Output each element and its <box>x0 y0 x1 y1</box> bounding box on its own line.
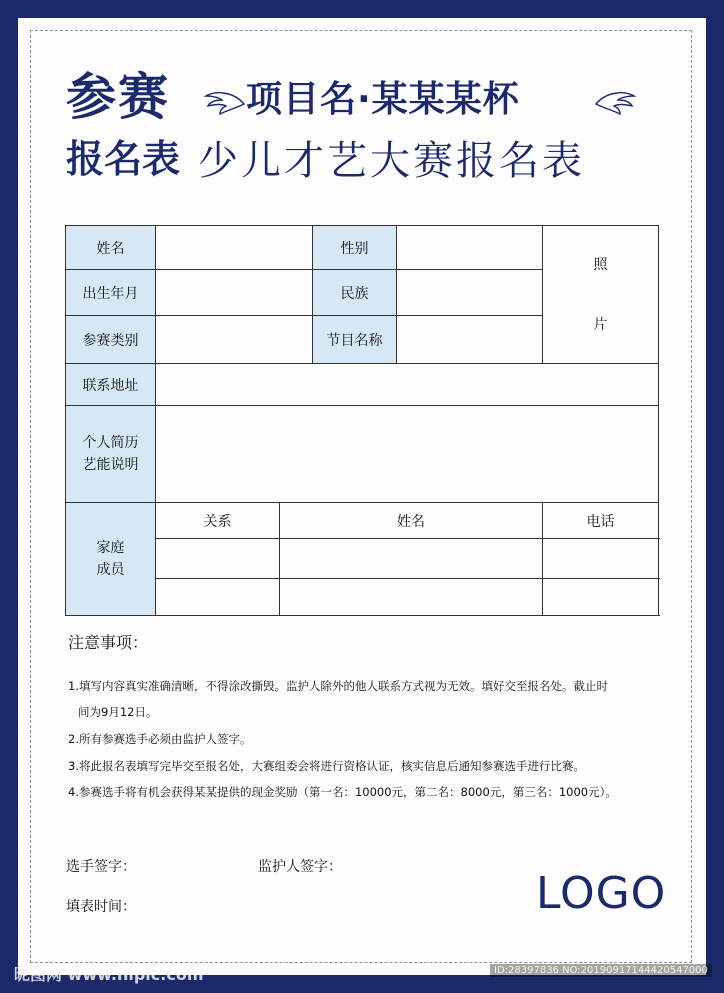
guardian-signature-label: 监护人签字： <box>258 859 342 875</box>
family-name-field[interactable] <box>280 579 543 616</box>
note-item-3: 3.将此报名表填写完毕交至报名处，大赛组委会将进行资格认证，核实信息后通知参赛选手进行比赛。 <box>68 759 585 773</box>
notes-title: 注意事项： <box>68 633 149 652</box>
address-field[interactable] <box>156 364 659 406</box>
photo-label-line1: 照 <box>593 256 608 273</box>
resume-label-line1: 个人简历 <box>82 435 139 451</box>
date-label: 填表时间： <box>66 899 136 915</box>
subtitle: 少儿才艺大赛报名表 <box>198 138 585 184</box>
category-field[interactable] <box>156 316 313 364</box>
note-item-2: 2.所有参赛选手必须由监护人签字。 <box>68 732 252 746</box>
family-header-phone: 电话 <box>543 503 659 539</box>
family-relation-field[interactable] <box>156 539 280 579</box>
family-label-line1: 家庭 <box>96 540 125 556</box>
resume-field[interactable] <box>156 406 659 503</box>
family-relation-field[interactable] <box>156 579 280 616</box>
contestant-signature-label: 选手签字： <box>66 859 136 875</box>
project-name: 项目名·某某某杯 <box>246 79 520 120</box>
title-line2: 报名表 <box>66 136 181 181</box>
wing-right-icon <box>594 86 636 116</box>
resume-label-line2: 艺能说明 <box>82 457 139 473</box>
birth-field[interactable] <box>156 270 313 316</box>
name-label: 姓名 <box>66 226 156 270</box>
legal-text: 法律范围内，活动最终解释权归某某某房地产开发公司所有。 <box>400 977 644 987</box>
family-phone-field[interactable] <box>543 579 659 616</box>
gender-field[interactable] <box>397 226 543 270</box>
logo: LOGO <box>536 868 667 919</box>
watermark-right: ID:28397836 NO:20190917144420547000 <box>490 964 712 977</box>
note-item-1: 1.填写内容真实准确清晰，不得涂改撕毁。监护人除外的他人联系方式视为无效。填好交至报名处。截止时 <box>68 679 608 693</box>
watermark-left: 昵图网 www.nipic.com <box>14 965 204 984</box>
family-header-name: 姓名 <box>280 503 543 539</box>
name-field[interactable] <box>156 226 313 270</box>
photo-label-line2: 片 <box>593 316 608 333</box>
ethnicity-label: 民族 <box>313 270 397 316</box>
birth-label: 出生年月 <box>66 270 156 316</box>
program-label: 节目名称 <box>313 316 397 364</box>
photo-box[interactable] <box>543 226 659 364</box>
resume-label <box>66 406 156 503</box>
family-label <box>66 503 156 616</box>
ethnicity-field[interactable] <box>397 270 543 316</box>
address-label: 联系地址 <box>66 364 156 406</box>
category-label: 参赛类别 <box>66 316 156 364</box>
family-phone-field[interactable] <box>543 539 659 579</box>
wing-left-icon <box>204 86 246 116</box>
note-item-1-cont: 间为9月12日。 <box>78 705 158 719</box>
form-page <box>18 18 706 987</box>
family-label-line2: 成员 <box>96 562 125 578</box>
family-header-relation: 关系 <box>156 503 280 539</box>
program-field[interactable] <box>397 316 543 364</box>
family-name-field[interactable] <box>280 539 543 579</box>
gender-label: 性别 <box>313 226 397 270</box>
registration-table <box>65 225 659 616</box>
title-line1: 参赛 <box>66 67 170 126</box>
note-item-4: 4.参赛选手将有机会获得某某提供的现金奖励（第一名：10000元，第二名：8000元，第三名：1000元）。 <box>68 785 617 799</box>
